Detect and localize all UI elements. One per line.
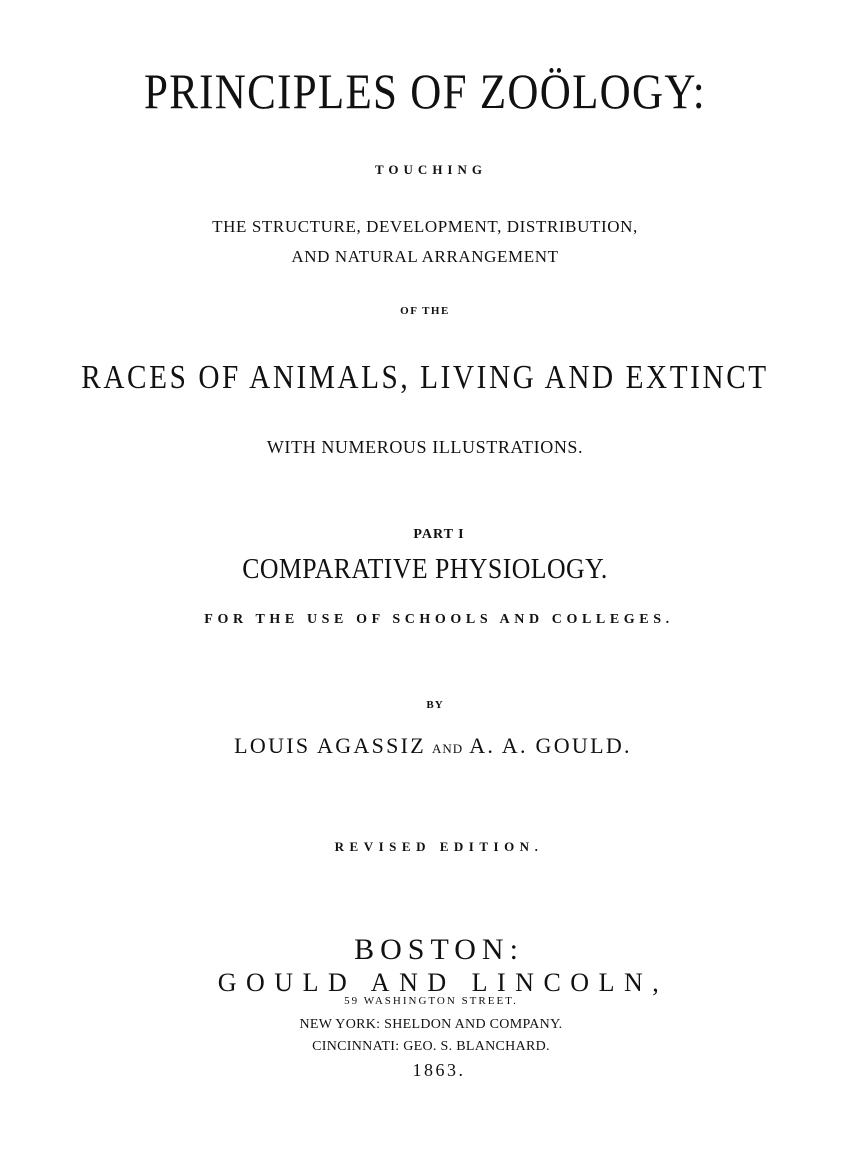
part-title: COMPARATIVE PHYSIOLOGY. — [242, 554, 608, 585]
touching-label: TOUCHING — [375, 162, 487, 177]
races-heading: RACES OF ANIMALS, LIVING AND EXTINCT — [81, 359, 769, 396]
author-gould: A. A. GOULD. — [469, 733, 632, 758]
cincinnati-agent: CINCINNATI: GEO. S. BLANCHARD. — [312, 1039, 550, 1054]
publisher-name: GOULD AND LINCOLN, — [217, 968, 669, 997]
of-the-label: OF THE — [400, 305, 450, 317]
authors-line — [0, 735, 850, 757]
publication-year: 1863. — [412, 1060, 466, 1080]
author-joiner: AND — [432, 741, 464, 756]
publication-city: BOSTON: — [354, 933, 524, 966]
edition-label: REVISED EDITION. — [334, 839, 544, 854]
audience-line: FOR THE USE OF SCHOOLS AND COLLEGES. — [204, 612, 674, 627]
book-title: PRINCIPLES OF ZOÖLOGY: — [144, 63, 706, 119]
part-label: PART I — [413, 527, 465, 542]
publisher-address: 59 WASHINGTON STREET. — [344, 995, 518, 1007]
by-label: BY — [426, 699, 444, 711]
illustrations-note: WITH NUMEROUS ILLUSTRATIONS. — [266, 437, 584, 457]
author-agassiz: LOUIS AGASSIZ — [234, 733, 427, 758]
new-york-agent: NEW YORK: SHELDON AND COMPANY. — [299, 1017, 563, 1032]
subject-line-1: THE STRUCTURE, DEVELOPMENT, DISTRIBUTION, — [212, 217, 638, 236]
subject-line-2: AND NATURAL ARRANGEMENT — [291, 247, 559, 266]
